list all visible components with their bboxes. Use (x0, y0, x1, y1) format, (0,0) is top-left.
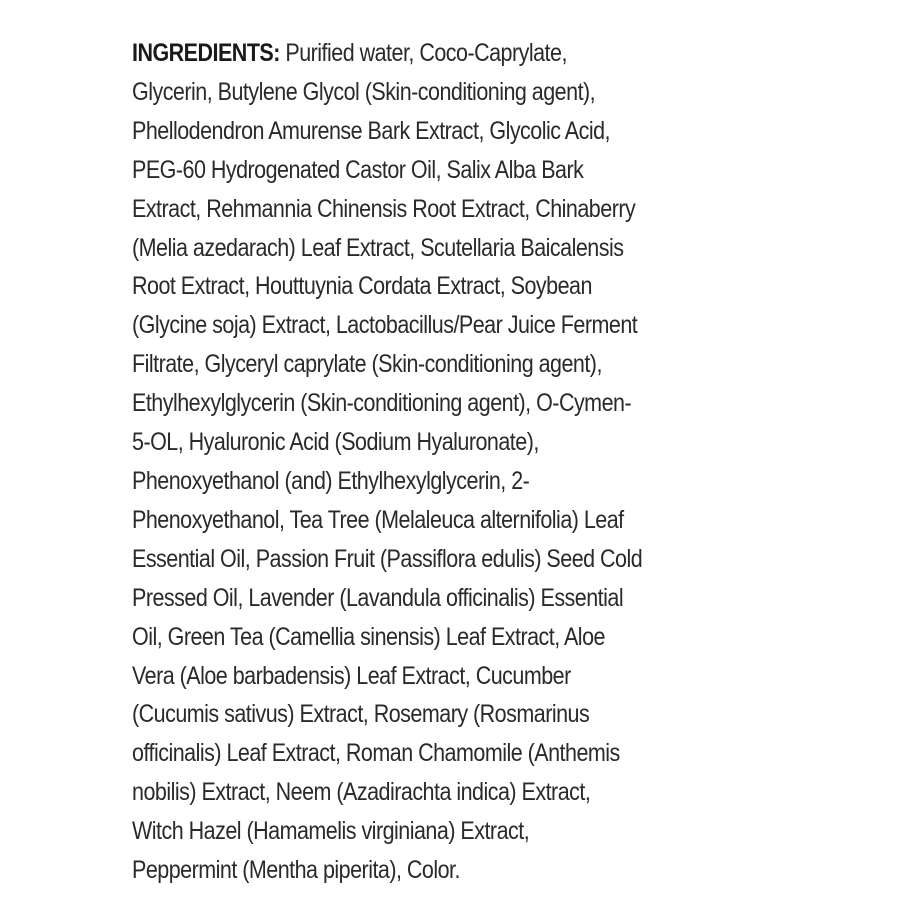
ingredients-line: Root Extract, Houttuynia Cordata Extract, Soybean (132, 272, 592, 301)
ingredients-line: Witch Hazel (Hamamelis virginiana) Extract, (132, 817, 530, 846)
ingredients-heading: INGREDIENTS: (132, 39, 280, 67)
ingredients-line: officinalis) Leaf Extract, Roman Chamomile (Anthemis (132, 739, 620, 768)
ingredients-line: Extract, Rehmannia Chinensis Root Extract, Chinaberry (132, 194, 636, 223)
ingredients-line-1 (132, 34, 682, 73)
ingredients-line: Peppermint (Mentha piperita), Color. (132, 856, 460, 885)
ingredients-line: Phellodendron Amurense Bark Extract, Glycolic Acid, (132, 116, 610, 145)
ingredients-line: Vera (Aloe barbadensis) Leaf Extract, Cucumber (132, 661, 571, 690)
ingredients-line: (Glycine soja) Extract, Lactobacillus/Pear Juice Ferment (132, 311, 638, 340)
ingredients-line: (Melia azedarach) Leaf Extract, Scutellaria Baicalensis (132, 233, 624, 262)
ingredients-line-text: Purified water, Coco-Caprylate, (279, 39, 567, 67)
ingredients-line: 5-OL, Hyaluronic Acid (Sodium Hyaluronate), (132, 428, 539, 457)
ingredients-line: Ethylhexylglycerin (Skin-conditioning agent), O-Cymen- (132, 389, 632, 418)
ingredients-line: Phenoxyethanol (and) Ethylhexylglycerin, 2- (132, 466, 530, 495)
ingredients-line: Essential Oil, Passion Fruit (Passiflora edulis) Seed Cold (132, 544, 643, 573)
ingredients-line: Oil, Green Tea (Camellia sinensis) Leaf Extract, Aloe (132, 622, 605, 651)
ingredients-line: PEG-60 Hydrogenated Castor Oil, Salix Alba Bark (132, 155, 584, 184)
ingredients-line: Filtrate, Glyceryl caprylate (Skin-conditioning agent), (132, 350, 602, 379)
ingredients-line: Glycerin, Butylene Glycol (Skin-conditioning agent), (132, 77, 596, 106)
ingredients-label (132, 34, 682, 890)
ingredients-line: Pressed Oil, Lavender (Lavandula officinalis) Essential (132, 583, 624, 612)
ingredients-line: nobilis) Extract, Neem (Azadirachta indica) Extract, (132, 778, 591, 807)
ingredients-line: Phenoxyethanol, Tea Tree (Melaleuca alternifolia) Leaf (132, 505, 624, 534)
ingredients-line: (Cucumis sativus) Extract, Rosemary (Rosmarinus (132, 700, 590, 729)
